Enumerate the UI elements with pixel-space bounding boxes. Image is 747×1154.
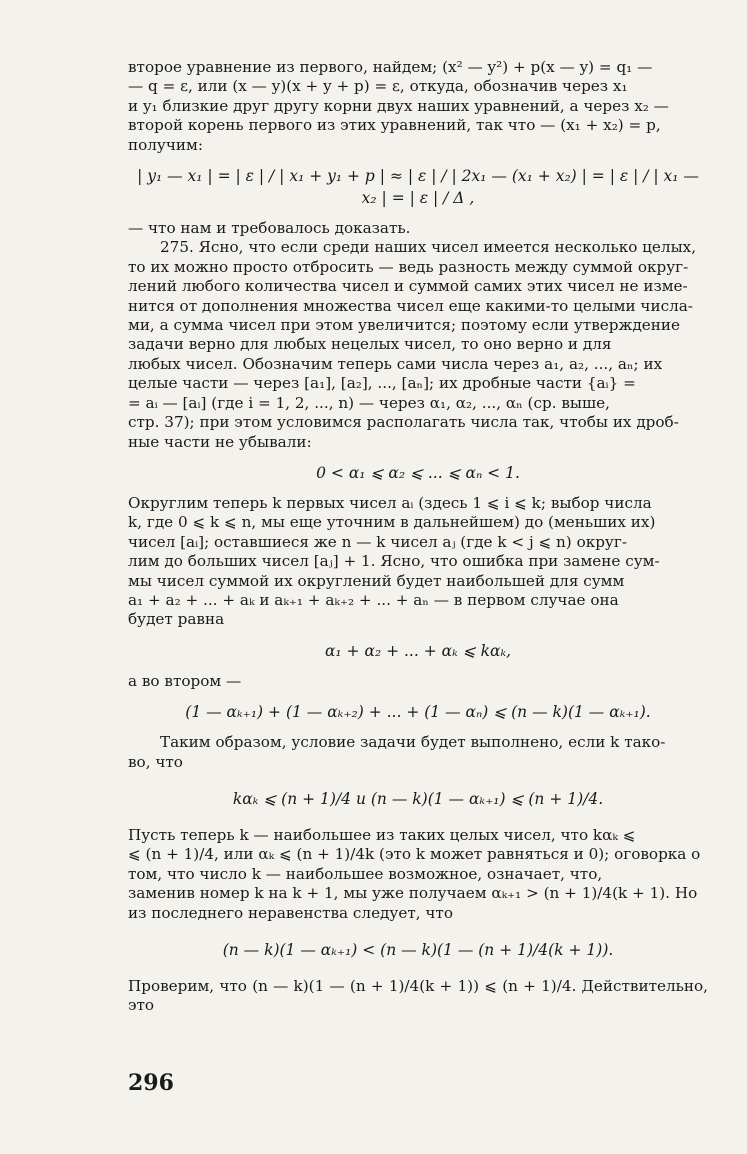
- page-number: 296: [128, 1070, 174, 1096]
- text-line: целые части — через [a₁], [a₂], ..., [aₙ]; их дробные части {aᵢ} =: [128, 374, 636, 393]
- formula-line: 0 < α₁ ⩽ α₂ ⩽ ... ⩽ αₙ < 1.: [316, 463, 520, 482]
- text-line: заменив номер k на k + 1, мы уже получаем αₖ₊₁ > (n + 1)/4(k + 1). Но: [128, 884, 698, 903]
- text-line: a₁ + a₂ + ... + aₖ и aₖ₊₁ + aₖ₊₂ + ... + aₙ — в первом случае она: [128, 590, 619, 609]
- text-line: ⩽ (n + 1)/4, или αₖ ⩽ (n + 1)/4k (это k может равняться и 0); оговорка о: [128, 845, 701, 864]
- text-line: во, что: [128, 752, 183, 771]
- formula-line: (n — k)(1 — αₖ₊₁) < (n — k)(1 — (n + 1)/4(k + 1)).: [222, 941, 614, 959]
- text-line: а во втором —: [128, 671, 242, 690]
- text-line: задачи верно для любых нецелых чисел, то оно верно и для: [128, 335, 612, 354]
- text-line: Таким образом, условие задачи будет выполнено, если k тако-: [160, 733, 666, 752]
- text-line: то их можно просто отбросить — ведь разность между суммой округ-: [128, 257, 689, 276]
- formula-line: α₁ + α₂ + ... + αₖ ⩽ kαₖ,: [324, 641, 512, 660]
- text-line: ные части не убывали:: [128, 432, 312, 451]
- text-line: Проверим, что (n — k)(1 — (n + 1)/4(k + 1)) ⩽ (n + 1)/4. Действительно, это: [128, 977, 708, 1015]
- text-line: любых чисел. Обозначим теперь сами числа через a₁, a₂, ..., aₙ; их: [128, 354, 663, 373]
- formula-line: | y₁ — x₁ | = | ε | / | x₁ + y₁ + p | ≈ | ε | / | 2x₁ — (x₁ + x₂) | = | ε | / | x₁ — x₂ | = | ε | / Δ ,: [137, 167, 699, 208]
- text-line: лений любого количества чисел и суммой самих этих чисел не изме-: [128, 277, 688, 296]
- text-line: нится от дополнения множества чисел еще какими-то целыми числа-: [128, 296, 693, 315]
- text-line: будет равна: [128, 610, 225, 629]
- text-line: из последнего неравенства следует, что: [128, 903, 453, 922]
- page-text: [128, 58, 708, 1016]
- text-line: стр. 37); при этом условимся располагать числа так, чтобы их дроб-: [128, 413, 679, 432]
- text-line: Пусть теперь k — наибольшее из таких целых чисел, что kαₖ ⩽: [128, 825, 636, 844]
- formula-line: (1 — αₖ₊₁) + (1 — αₖ₊₂) + ... + (1 — αₙ) ⩽ (n — k)(1 — αₖ₊₁).: [185, 703, 651, 722]
- text-line: том, что число k — наибольшее возможное, означает, что,: [128, 864, 603, 883]
- text-line: Округлим теперь k первых чисел aᵢ (здесь 1 ⩽ i ⩽ k; выбор числа: [128, 493, 652, 512]
- text-line: — q = ε, или (x — y)(x + y + p) = ε, откуда, обозначив через x₁: [128, 77, 628, 96]
- text-line: и y₁ близкие друг другу корни двух наших уравнений, а через x₂ —: [128, 96, 669, 115]
- text-line: лим до больших чисел [aⱼ] + 1. Ясно, что ошибка при замене сум-: [128, 552, 660, 571]
- text-line: 275. Ясно, что если среди наших чисел имеется несколько целых,: [160, 238, 697, 257]
- text-line: = aᵢ — [aᵢ] (где i = 1, 2, ..., n) — через α₁, α₂, ..., αₙ (ср. выше,: [128, 393, 610, 412]
- text-line: k, где 0 ⩽ k ⩽ n, мы еще уточним в дальнейшем) до (меньших их): [128, 513, 656, 532]
- formula-line: kαₖ ⩽ (n + 1)/4 и (n — k)(1 — αₖ₊₁) ⩽ (n + 1)/4.: [232, 789, 604, 808]
- text-line: — что нам и требовалось доказать.: [128, 219, 411, 238]
- text-line: второй корень первого из этих уравнений, так что — (x₁ + x₂) = p,: [128, 116, 661, 135]
- text-line: второе уравнение из первого, найдем; (x² — y²) + p(x — y) = q₁ —: [128, 58, 653, 76]
- text-line: чисел [aᵢ]; оставшиеся же n — k чисел aⱼ (где k < j ⩽ n) округ-: [128, 532, 627, 551]
- text-line: получим:: [128, 135, 203, 154]
- text-line: мы чисел суммой их округлений будет наибольшей для сумм: [128, 571, 625, 590]
- text-line: ми, а сумма чисел при этом увеличится; поэтому если утверждение: [128, 316, 681, 335]
